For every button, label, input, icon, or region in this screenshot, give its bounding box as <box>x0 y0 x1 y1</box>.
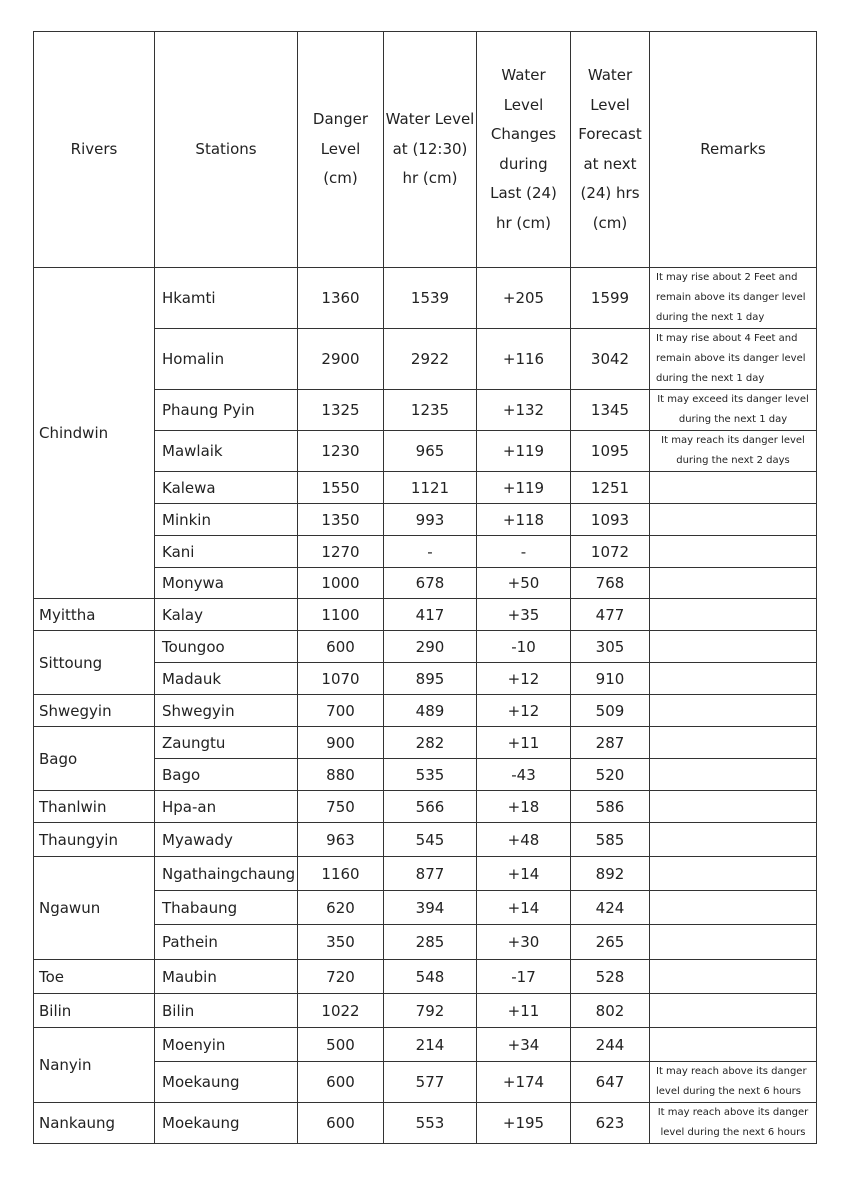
water-level-change-cell: -10 <box>477 631 571 663</box>
remarks-line: remain above its danger level <box>656 353 806 364</box>
station-name-cell: Hpa-an <box>155 791 298 823</box>
station-name-cell: Hkamti <box>155 268 298 329</box>
remarks-cell <box>650 695 817 727</box>
river-name-cell: Myittha <box>34 599 155 631</box>
water-level-change-cell: +14 <box>477 857 571 891</box>
water-level-forecast-cell: 586 <box>571 791 650 823</box>
water-level-table <box>33 31 817 1144</box>
danger-level-cell: 963 <box>298 823 384 857</box>
water-level-forecast-cell: 1599 <box>571 268 650 329</box>
water-level-change-cell: - <box>477 536 571 568</box>
station-name-cell: Phaung Pyin <box>155 390 298 431</box>
water-level-forecast-cell: 802 <box>571 994 650 1028</box>
station-name-cell: Kalay <box>155 599 298 631</box>
danger-level-cell: 600 <box>298 1103 384 1144</box>
water-level-forecast-cell: 768 <box>571 568 650 599</box>
station-name-cell: Moenyin <box>155 1028 298 1062</box>
water-level-change-cell: +119 <box>477 431 571 472</box>
danger-level-cell: 1022 <box>298 994 384 1028</box>
remarks-cell <box>650 823 817 857</box>
table-body <box>34 268 817 1144</box>
water-level-change-cell: +116 <box>477 329 571 390</box>
water-level-change-cell: +119 <box>477 472 571 504</box>
remarks-line: during the next 1 day <box>678 414 788 425</box>
remarks-line: It may exceed its danger level <box>657 394 809 405</box>
water-level-change-cell: +48 <box>477 823 571 857</box>
table-row <box>34 268 817 329</box>
water-level-forecast-cell: 1095 <box>571 431 650 472</box>
water-level-cell: 965 <box>384 431 477 472</box>
water-level-cell: 2922 <box>384 329 477 390</box>
river-name-cell: Sittoung <box>34 631 155 695</box>
water-level-change-cell: +205 <box>477 268 571 329</box>
water-level-forecast-cell: 623 <box>571 1103 650 1144</box>
river-name-cell: Bago <box>34 727 155 791</box>
water-level-change-cell: +18 <box>477 791 571 823</box>
danger-level-cell: 600 <box>298 631 384 663</box>
water-level-cell: 1235 <box>384 390 477 431</box>
remarks-cell <box>650 268 817 329</box>
remarks-cell <box>650 329 817 390</box>
remarks-cell <box>650 791 817 823</box>
table-row <box>34 823 817 857</box>
water-level-forecast-cell: 1251 <box>571 472 650 504</box>
water-level-change-cell: +118 <box>477 504 571 536</box>
water-level-cell: 993 <box>384 504 477 536</box>
danger-level-cell: 900 <box>298 727 384 759</box>
table-row <box>34 1028 817 1062</box>
river-name-cell: Thanlwin <box>34 791 155 823</box>
water-level-cell: 282 <box>384 727 477 759</box>
water-level-forecast-cell: 265 <box>571 925 650 960</box>
remarks-line: remain above its danger level <box>656 292 806 303</box>
remarks-cell <box>650 472 817 504</box>
station-name-cell: Maubin <box>155 960 298 994</box>
water-level-cell: 545 <box>384 823 477 857</box>
river-name-cell: Bilin <box>34 994 155 1028</box>
water-level-forecast-cell: 910 <box>571 663 650 695</box>
danger-level-cell: 1360 <box>298 268 384 329</box>
river-name-cell: Ngawun <box>34 857 155 960</box>
station-name-cell: Moekaung <box>155 1103 298 1144</box>
remarks-cell <box>650 504 817 536</box>
danger-level-cell: 1270 <box>298 536 384 568</box>
danger-level-cell: 2900 <box>298 329 384 390</box>
station-name-cell: Myawady <box>155 823 298 857</box>
remarks-cell <box>650 1103 817 1144</box>
danger-level-cell: 1325 <box>298 390 384 431</box>
remarks-cell <box>650 994 817 1028</box>
danger-level-cell: 620 <box>298 891 384 925</box>
table-row <box>34 599 817 631</box>
header-row <box>34 32 817 268</box>
station-name-cell: Ngathaingchaung <box>155 857 298 891</box>
remarks-line: It may reach above its danger <box>656 1066 807 1077</box>
station-name-cell: Thabaung <box>155 891 298 925</box>
water-level-cell: 577 <box>384 1062 477 1103</box>
water-level-change-cell: +174 <box>477 1062 571 1103</box>
station-name-cell: Moekaung <box>155 1062 298 1103</box>
water-level-cell: 1121 <box>384 472 477 504</box>
water-level-cell: 394 <box>384 891 477 925</box>
remarks-cell <box>650 1062 817 1103</box>
header-water-level-changes: Water Level Changes during Last (24) hr (cm) <box>477 32 571 268</box>
water-level-cell: 285 <box>384 925 477 960</box>
remarks-cell <box>650 1028 817 1062</box>
remarks-cell <box>650 727 817 759</box>
remarks-cell <box>650 925 817 960</box>
remarks-cell <box>650 390 817 431</box>
water-level-cell: 678 <box>384 568 477 599</box>
station-name-cell: Mawlaik <box>155 431 298 472</box>
water-level-cell: 1539 <box>384 268 477 329</box>
water-level-cell: 566 <box>384 791 477 823</box>
water-level-cell: 489 <box>384 695 477 727</box>
station-name-cell: Kani <box>155 536 298 568</box>
danger-level-cell: 1350 <box>298 504 384 536</box>
water-level-forecast-cell: 892 <box>571 857 650 891</box>
water-level-change-cell: +34 <box>477 1028 571 1062</box>
water-level-cell: 792 <box>384 994 477 1028</box>
remarks-cell <box>650 891 817 925</box>
water-level-forecast-cell: 305 <box>571 631 650 663</box>
danger-level-cell: 1160 <box>298 857 384 891</box>
river-name-cell: Nanyin <box>34 1028 155 1103</box>
station-name-cell: Shwegyin <box>155 695 298 727</box>
water-level-forecast-cell: 244 <box>571 1028 650 1062</box>
table-row <box>34 727 817 759</box>
water-level-change-cell: +30 <box>477 925 571 960</box>
station-name-cell: Minkin <box>155 504 298 536</box>
header-remarks: Remarks <box>650 32 817 268</box>
danger-level-cell: 720 <box>298 960 384 994</box>
remarks-cell <box>650 960 817 994</box>
river-name-cell: Chindwin <box>34 268 155 599</box>
remarks-cell <box>650 536 817 568</box>
table-row <box>34 857 817 891</box>
danger-level-cell: 1230 <box>298 431 384 472</box>
water-level-cell: 214 <box>384 1028 477 1062</box>
remarks-line: level during the next 6 hours <box>656 1086 801 1097</box>
station-name-cell: Pathein <box>155 925 298 960</box>
water-level-change-cell: +11 <box>477 994 571 1028</box>
water-level-change-cell: +12 <box>477 663 571 695</box>
danger-level-cell: 600 <box>298 1062 384 1103</box>
water-level-forecast-cell: 1072 <box>571 536 650 568</box>
table-row <box>34 1103 817 1144</box>
remarks-cell <box>650 568 817 599</box>
water-level-forecast-cell: 1345 <box>571 390 650 431</box>
remarks-line: level during the next 6 hours <box>660 1127 806 1138</box>
station-name-cell: Toungoo <box>155 631 298 663</box>
water-level-change-cell: +12 <box>477 695 571 727</box>
water-level-forecast-cell: 585 <box>571 823 650 857</box>
river-name-cell: Nankaung <box>34 1103 155 1144</box>
remarks-line: during the next 1 day <box>656 312 765 323</box>
water-level-change-cell: +35 <box>477 599 571 631</box>
header-water-level-forecast: Water Level Forecast at next (24) hrs (cm) <box>571 32 650 268</box>
table-row <box>34 631 817 663</box>
water-level-cell: 535 <box>384 759 477 791</box>
table-row <box>34 791 817 823</box>
table-row <box>34 994 817 1028</box>
water-level-forecast-cell: 509 <box>571 695 650 727</box>
table-row <box>34 695 817 727</box>
danger-level-cell: 700 <box>298 695 384 727</box>
water-level-change-cell: -17 <box>477 960 571 994</box>
remarks-line: during the next 2 days <box>676 455 790 466</box>
danger-level-cell: 1100 <box>298 599 384 631</box>
danger-level-cell: 750 <box>298 791 384 823</box>
water-level-cell: 895 <box>384 663 477 695</box>
water-level-cell: 548 <box>384 960 477 994</box>
remarks-cell <box>650 759 817 791</box>
remarks-line: It may reach its danger level <box>661 435 805 446</box>
station-name-cell: Homalin <box>155 329 298 390</box>
header-danger-level: Danger Level (cm) <box>298 32 384 268</box>
danger-level-cell: 500 <box>298 1028 384 1062</box>
danger-level-cell: 1550 <box>298 472 384 504</box>
remarks-line: It may rise about 2 Feet and <box>656 272 798 283</box>
water-level-cell: 417 <box>384 599 477 631</box>
water-level-forecast-cell: 477 <box>571 599 650 631</box>
remarks-cell <box>650 631 817 663</box>
danger-level-cell: 1070 <box>298 663 384 695</box>
water-level-forecast-cell: 528 <box>571 960 650 994</box>
station-name-cell: Kalewa <box>155 472 298 504</box>
water-level-change-cell: +11 <box>477 727 571 759</box>
station-name-cell: Zaungtu <box>155 727 298 759</box>
river-name-cell: Shwegyin <box>34 695 155 727</box>
water-level-forecast-cell: 1093 <box>571 504 650 536</box>
river-name-cell: Toe <box>34 960 155 994</box>
remarks-cell <box>650 663 817 695</box>
water-level-cell: 553 <box>384 1103 477 1144</box>
station-name-cell: Monywa <box>155 568 298 599</box>
water-level-change-cell: +132 <box>477 390 571 431</box>
station-name-cell: Bago <box>155 759 298 791</box>
danger-level-cell: 880 <box>298 759 384 791</box>
danger-level-cell: 350 <box>298 925 384 960</box>
water-level-cell: - <box>384 536 477 568</box>
water-level-cell: 877 <box>384 857 477 891</box>
water-level-change-cell: +50 <box>477 568 571 599</box>
station-name-cell: Bilin <box>155 994 298 1028</box>
water-level-change-cell: +14 <box>477 891 571 925</box>
remarks-cell <box>650 599 817 631</box>
station-name-cell: Madauk <box>155 663 298 695</box>
water-level-forecast-cell: 424 <box>571 891 650 925</box>
remarks-cell <box>650 857 817 891</box>
water-level-forecast-cell: 520 <box>571 759 650 791</box>
remarks-line: It may rise about 4 Feet and <box>656 333 798 344</box>
water-level-cell: 290 <box>384 631 477 663</box>
table-row <box>34 960 817 994</box>
water-level-change-cell: -43 <box>477 759 571 791</box>
water-level-forecast-cell: 287 <box>571 727 650 759</box>
river-name-cell: Thaungyin <box>34 823 155 857</box>
header-rivers: Rivers <box>34 32 155 268</box>
danger-level-cell: 1000 <box>298 568 384 599</box>
header-water-level: Water Level at (12:30) hr (cm) <box>384 32 477 268</box>
remarks-cell <box>650 431 817 472</box>
remarks-line: during the next 1 day <box>656 373 765 384</box>
water-level-forecast-cell: 647 <box>571 1062 650 1103</box>
header-stations: Stations <box>155 32 298 268</box>
water-level-change-cell: +195 <box>477 1103 571 1144</box>
water-level-forecast-cell: 3042 <box>571 329 650 390</box>
remarks-line: It may reach above its danger <box>657 1107 809 1118</box>
